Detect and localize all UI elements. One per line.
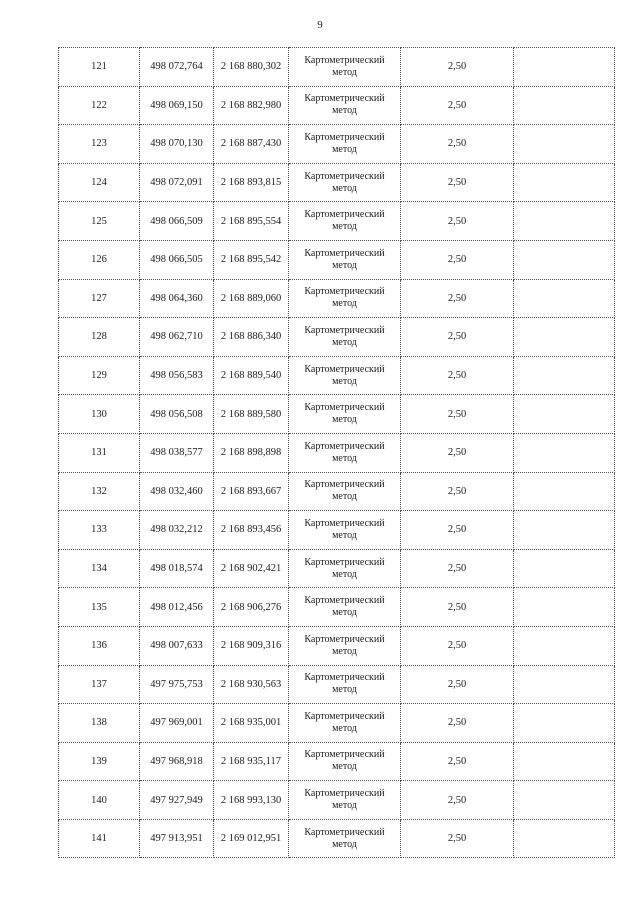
accuracy-cell: 2,50 (401, 240, 514, 279)
x-coordinate-cell: 497 975,753 (140, 665, 214, 704)
method-cell (289, 665, 401, 704)
page-number: 9 (317, 19, 323, 31)
point-number-cell: 135 (59, 588, 140, 627)
x-coordinate-cell: 498 072,764 (140, 48, 214, 87)
y-coordinate-cell: 2 168 882,980 (214, 86, 289, 125)
method-line-2: метод (332, 800, 357, 812)
method-line-2: метод (332, 722, 357, 734)
method-line-2: метод (332, 414, 357, 426)
method-cell (289, 781, 401, 820)
method-line-2: метод (332, 182, 357, 194)
method-line-2: метод (332, 568, 357, 580)
method-line-2: метод (332, 336, 357, 348)
accuracy-cell: 2,50 (401, 318, 514, 357)
method-line-1: Картометрический (304, 556, 385, 568)
point-number-cell: 140 (59, 781, 140, 820)
method-line-1: Картометрический (304, 54, 385, 66)
y-coordinate-cell: 2 168 893,456 (214, 511, 289, 550)
method-cell (289, 202, 401, 241)
method-line-1: Картометрический (304, 826, 385, 838)
point-number-cell: 138 (59, 704, 140, 743)
note-cell (514, 511, 615, 550)
method-line-1: Картометрический (304, 170, 385, 182)
accuracy-cell: 2,50 (401, 472, 514, 511)
method-line-2: метод (332, 143, 357, 155)
method-line-2: метод (332, 529, 357, 541)
note-cell (514, 704, 615, 743)
table-row (59, 742, 615, 781)
note-cell (514, 318, 615, 357)
table-row (59, 472, 615, 511)
accuracy-cell: 2,50 (401, 125, 514, 164)
y-coordinate-cell: 2 168 886,340 (214, 318, 289, 357)
table-row (59, 626, 615, 665)
method-line-2: метод (332, 491, 357, 503)
y-coordinate-cell: 2 168 930,563 (214, 665, 289, 704)
table-row (59, 86, 615, 125)
y-coordinate-cell: 2 168 893,815 (214, 163, 289, 202)
y-coordinate-cell: 2 168 993,130 (214, 781, 289, 820)
coordinates-table (58, 47, 615, 858)
table-row (59, 588, 615, 627)
note-cell (514, 86, 615, 125)
note-cell (514, 588, 615, 627)
method-line-2: метод (332, 645, 357, 657)
accuracy-cell: 2,50 (401, 86, 514, 125)
y-coordinate-cell: 2 168 893,667 (214, 472, 289, 511)
table-row (59, 511, 615, 550)
table-row (59, 704, 615, 743)
method-line-2: метод (332, 298, 357, 310)
note-cell (514, 819, 615, 858)
accuracy-cell: 2,50 (401, 279, 514, 318)
x-coordinate-cell: 497 927,949 (140, 781, 214, 820)
point-number-cell: 137 (59, 665, 140, 704)
note-cell (514, 626, 615, 665)
y-coordinate-cell: 2 168 902,421 (214, 549, 289, 588)
method-line-1: Картометрический (304, 788, 385, 800)
point-number-cell: 126 (59, 240, 140, 279)
accuracy-cell: 2,50 (401, 626, 514, 665)
accuracy-cell: 2,50 (401, 163, 514, 202)
point-number-cell: 123 (59, 125, 140, 164)
method-line-1: Картометрический (304, 595, 385, 607)
y-coordinate-cell: 2 168 895,554 (214, 202, 289, 241)
table-row (59, 240, 615, 279)
x-coordinate-cell: 498 018,574 (140, 549, 214, 588)
note-cell (514, 395, 615, 434)
method-line-1: Картометрический (304, 286, 385, 298)
y-coordinate-cell: 2 168 906,276 (214, 588, 289, 627)
method-cell (289, 472, 401, 511)
y-coordinate-cell: 2 168 895,542 (214, 240, 289, 279)
method-cell (289, 86, 401, 125)
point-number-cell: 139 (59, 742, 140, 781)
method-line-2: метод (332, 221, 357, 233)
method-cell (289, 511, 401, 550)
point-number-cell: 141 (59, 819, 140, 858)
x-coordinate-cell: 497 968,918 (140, 742, 214, 781)
note-cell (514, 742, 615, 781)
point-number-cell: 132 (59, 472, 140, 511)
table-row (59, 356, 615, 395)
point-number-cell: 136 (59, 626, 140, 665)
method-line-2: метод (332, 66, 357, 78)
point-number-cell: 134 (59, 549, 140, 588)
method-cell (289, 279, 401, 318)
method-line-1: Картометрический (304, 749, 385, 761)
method-line-1: Картометрический (304, 363, 385, 375)
x-coordinate-cell: 498 072,091 (140, 163, 214, 202)
coordinates-table-body (59, 48, 615, 858)
table-row (59, 665, 615, 704)
x-coordinate-cell: 498 064,360 (140, 279, 214, 318)
method-cell (289, 395, 401, 434)
note-cell (514, 665, 615, 704)
x-coordinate-cell: 497 913,951 (140, 819, 214, 858)
table-row (59, 163, 615, 202)
method-line-2: метод (332, 838, 357, 850)
method-cell (289, 704, 401, 743)
x-coordinate-cell: 498 066,505 (140, 240, 214, 279)
y-coordinate-cell: 2 168 880,302 (214, 48, 289, 87)
x-coordinate-cell: 498 056,583 (140, 356, 214, 395)
accuracy-cell: 2,50 (401, 588, 514, 627)
x-coordinate-cell: 497 969,001 (140, 704, 214, 743)
method-cell (289, 240, 401, 279)
method-line-1: Картометрический (304, 672, 385, 684)
method-cell (289, 588, 401, 627)
accuracy-cell: 2,50 (401, 819, 514, 858)
point-number-cell: 129 (59, 356, 140, 395)
point-number-cell: 133 (59, 511, 140, 550)
x-coordinate-cell: 498 066,509 (140, 202, 214, 241)
note-cell (514, 163, 615, 202)
note-cell (514, 549, 615, 588)
method-line-1: Картометрический (304, 402, 385, 414)
accuracy-cell: 2,50 (401, 781, 514, 820)
method-cell (289, 549, 401, 588)
table-row (59, 318, 615, 357)
table-row (59, 48, 615, 87)
accuracy-cell: 2,50 (401, 742, 514, 781)
method-line-1: Картометрический (304, 324, 385, 336)
table-row (59, 395, 615, 434)
table-row (59, 202, 615, 241)
note-cell (514, 472, 615, 511)
point-number-cell: 124 (59, 163, 140, 202)
point-number-cell: 125 (59, 202, 140, 241)
note-cell (514, 202, 615, 241)
y-coordinate-cell: 2 168 935,001 (214, 704, 289, 743)
method-cell (289, 48, 401, 87)
table-row (59, 819, 615, 858)
note-cell (514, 433, 615, 472)
method-line-1: Картометрический (304, 517, 385, 529)
point-number-cell: 131 (59, 433, 140, 472)
x-coordinate-cell: 498 032,460 (140, 472, 214, 511)
method-line-2: метод (332, 375, 357, 387)
accuracy-cell: 2,50 (401, 202, 514, 241)
method-line-2: метод (332, 607, 357, 619)
method-line-2: метод (332, 259, 357, 271)
method-line-2: метод (332, 105, 357, 117)
y-coordinate-cell: 2 168 889,540 (214, 356, 289, 395)
accuracy-cell: 2,50 (401, 356, 514, 395)
accuracy-cell: 2,50 (401, 395, 514, 434)
note-cell (514, 48, 615, 87)
note-cell (514, 356, 615, 395)
method-cell (289, 819, 401, 858)
y-coordinate-cell: 2 168 889,580 (214, 395, 289, 434)
note-cell (514, 781, 615, 820)
accuracy-cell: 2,50 (401, 511, 514, 550)
method-line-1: Картометрический (304, 633, 385, 645)
method-line-1: Картометрический (304, 131, 385, 143)
accuracy-cell: 2,50 (401, 704, 514, 743)
method-cell (289, 356, 401, 395)
table-row (59, 433, 615, 472)
table-row (59, 781, 615, 820)
note-cell (514, 279, 615, 318)
point-number-cell: 130 (59, 395, 140, 434)
accuracy-cell: 2,50 (401, 549, 514, 588)
method-line-1: Картометрический (304, 479, 385, 491)
method-line-1: Картометрический (304, 710, 385, 722)
accuracy-cell: 2,50 (401, 665, 514, 704)
method-cell (289, 626, 401, 665)
x-coordinate-cell: 498 012,456 (140, 588, 214, 627)
point-number-cell: 127 (59, 279, 140, 318)
point-number-cell: 128 (59, 318, 140, 357)
method-line-1: Картометрический (304, 93, 385, 105)
y-coordinate-cell: 2 168 898,898 (214, 433, 289, 472)
x-coordinate-cell: 498 062,710 (140, 318, 214, 357)
point-number-cell: 121 (59, 48, 140, 87)
x-coordinate-cell: 498 007,633 (140, 626, 214, 665)
x-coordinate-cell: 498 038,577 (140, 433, 214, 472)
y-coordinate-cell: 2 168 909,316 (214, 626, 289, 665)
method-cell (289, 433, 401, 472)
y-coordinate-cell: 2 168 887,430 (214, 125, 289, 164)
table-row (59, 125, 615, 164)
note-cell (514, 125, 615, 164)
method-cell (289, 742, 401, 781)
x-coordinate-cell: 498 032,212 (140, 511, 214, 550)
method-cell (289, 318, 401, 357)
table-row (59, 549, 615, 588)
x-coordinate-cell: 498 070,130 (140, 125, 214, 164)
note-cell (514, 240, 615, 279)
x-coordinate-cell: 498 069,150 (140, 86, 214, 125)
point-number-cell: 122 (59, 86, 140, 125)
method-line-1: Картометрический (304, 440, 385, 452)
y-coordinate-cell: 2 168 889,060 (214, 279, 289, 318)
method-line-1: Картометрический (304, 209, 385, 221)
method-line-2: метод (332, 452, 357, 464)
method-cell (289, 163, 401, 202)
accuracy-cell: 2,50 (401, 433, 514, 472)
y-coordinate-cell: 2 168 935,117 (214, 742, 289, 781)
x-coordinate-cell: 498 056,508 (140, 395, 214, 434)
accuracy-cell: 2,50 (401, 48, 514, 87)
y-coordinate-cell: 2 169 012,951 (214, 819, 289, 858)
method-cell (289, 125, 401, 164)
table-row (59, 279, 615, 318)
method-line-2: метод (332, 684, 357, 696)
method-line-2: метод (332, 761, 357, 773)
method-line-1: Картометрический (304, 247, 385, 259)
